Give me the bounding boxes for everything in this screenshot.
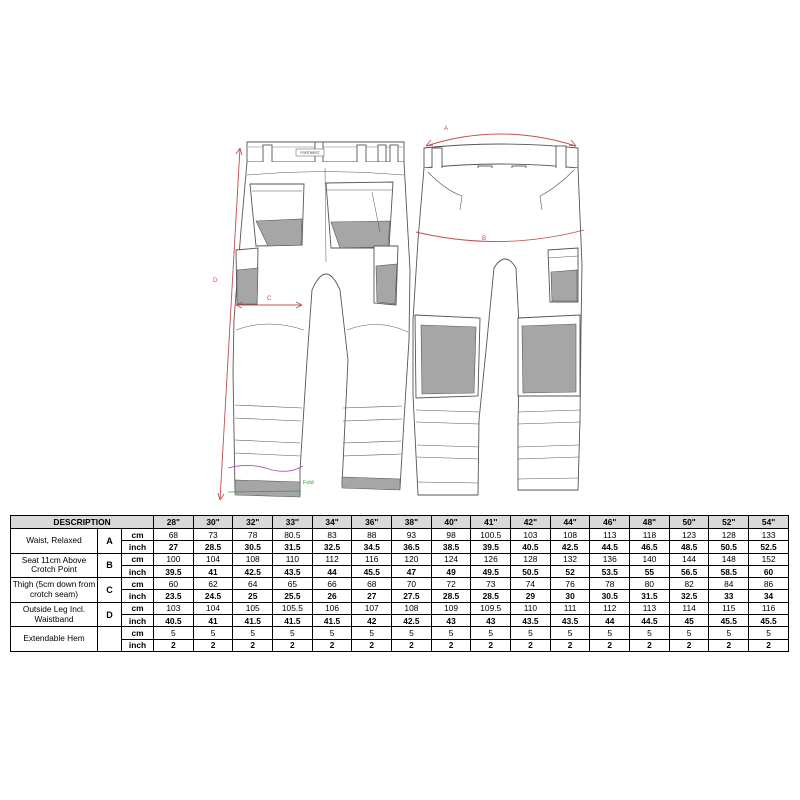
measurement-value: 2 xyxy=(193,639,233,651)
measurement-value: 45.5 xyxy=(749,615,789,627)
measurement-value: 113 xyxy=(630,602,670,614)
measurement-value: 100 xyxy=(154,553,194,565)
measurement-value: 65 xyxy=(273,578,313,590)
measurement-value: 44 xyxy=(312,565,352,577)
measurement-value: 52 xyxy=(550,565,590,577)
measurement-value: 43.5 xyxy=(273,565,313,577)
measurement-value: 2 xyxy=(709,639,749,651)
brand-label-text: PORTWEST xyxy=(300,151,320,155)
measurement-value: 2 xyxy=(312,639,352,651)
measurement-value: 64 xyxy=(233,578,273,590)
measurement-value: 43.5 xyxy=(511,615,551,627)
measurement-value: 5 xyxy=(154,627,194,639)
measurement-value: 80 xyxy=(630,578,670,590)
measurement-value: 108 xyxy=(550,529,590,541)
measurement-value: 34 xyxy=(749,590,789,602)
fold-label: Fold xyxy=(303,480,314,486)
measurement-value: 113 xyxy=(590,529,630,541)
measurement-value: 41 xyxy=(193,615,233,627)
measurement-letter: D xyxy=(98,602,122,627)
size-header-cell: 30" xyxy=(193,516,233,529)
measurement-value: 112 xyxy=(590,602,630,614)
measurement-value: 73 xyxy=(471,578,511,590)
size-header-row xyxy=(11,516,789,529)
unit-label: inch xyxy=(122,590,154,602)
unit-label: inch xyxy=(122,565,154,577)
measurement-letter: A xyxy=(98,529,122,554)
measurement-value: 136 xyxy=(590,553,630,565)
size-header-cell: 44" xyxy=(550,516,590,529)
measurement-value: 45 xyxy=(669,615,709,627)
measurement-value: 140 xyxy=(630,553,670,565)
measurement-row xyxy=(11,627,789,639)
measurement-value: 5 xyxy=(233,627,273,639)
measurement-row xyxy=(11,639,789,651)
measurement-value: 5 xyxy=(273,627,313,639)
measurement-value: 5 xyxy=(392,627,432,639)
unit-label: cm xyxy=(122,602,154,614)
measurement-value: 27.5 xyxy=(392,590,432,602)
measurement-value: 42.5 xyxy=(550,541,590,553)
measurement-value: 100.5 xyxy=(471,529,511,541)
measurement-letter: B xyxy=(98,553,122,578)
unit-label: inch xyxy=(122,541,154,553)
size-header-cell: 33'' xyxy=(273,516,313,529)
measurement-value: 107 xyxy=(352,602,392,614)
unit-label: cm xyxy=(122,578,154,590)
measurement-value: 60 xyxy=(749,565,789,577)
measurement-value: 144 xyxy=(669,553,709,565)
measurement-value: 26 xyxy=(312,590,352,602)
measurement-value: 39.5 xyxy=(471,541,511,553)
unit-label: inch xyxy=(122,639,154,651)
measurement-value: 27 xyxy=(352,590,392,602)
measurement-value: 70 xyxy=(392,578,432,590)
measurement-value: 5 xyxy=(471,627,511,639)
measurement-value: 109.5 xyxy=(471,602,511,614)
measurement-value: 108 xyxy=(392,602,432,614)
unit-label: inch xyxy=(122,615,154,627)
measurement-value: 5 xyxy=(709,627,749,639)
dimension-b-label: B xyxy=(482,236,487,242)
measurement-row xyxy=(11,590,789,602)
size-header-cell: 38" xyxy=(392,516,432,529)
measurement-value: 133 xyxy=(749,529,789,541)
measurement-value: 2 xyxy=(431,639,471,651)
measurement-value: 56.5 xyxy=(669,565,709,577)
measurement-row xyxy=(11,529,789,541)
measurement-value: 2 xyxy=(550,639,590,651)
measurement-value: 116 xyxy=(352,553,392,565)
measurement-value: 41.5 xyxy=(273,615,313,627)
measurement-value: 28.5 xyxy=(193,541,233,553)
measurement-value: 43 xyxy=(471,615,511,627)
measurement-value: 42 xyxy=(352,615,392,627)
measurement-value: 116 xyxy=(749,602,789,614)
measurement-value: 5 xyxy=(352,627,392,639)
size-chart-table xyxy=(10,515,789,652)
measurement-value: 5 xyxy=(630,627,670,639)
measurement-value: 5 xyxy=(669,627,709,639)
dimension-c-label: C xyxy=(267,296,272,302)
measurement-value: 110 xyxy=(273,553,313,565)
measurement-value: 72 xyxy=(431,578,471,590)
measurement-value: 78 xyxy=(233,529,273,541)
measurement-value: 123 xyxy=(669,529,709,541)
measurement-description: Outside Leg Incl. Waistband xyxy=(11,602,98,627)
measurement-value: 106 xyxy=(312,602,352,614)
front-view-trousers xyxy=(413,144,582,495)
size-header-cell: 40" xyxy=(431,516,471,529)
measurement-value: 124 xyxy=(431,553,471,565)
measurement-value: 52.5 xyxy=(749,541,789,553)
measurement-value: 2 xyxy=(749,639,789,651)
measurement-value: 44 xyxy=(590,615,630,627)
measurement-value: 44.5 xyxy=(630,615,670,627)
measurement-value: 5 xyxy=(511,627,551,639)
measurement-value: 47 xyxy=(392,565,432,577)
dimension-a-label: A xyxy=(444,126,449,132)
measurement-value: 2 xyxy=(471,639,511,651)
measurement-value: 66 xyxy=(312,578,352,590)
measurement-value: 78 xyxy=(590,578,630,590)
measurement-value: 39.5 xyxy=(154,565,194,577)
measurement-value: 30 xyxy=(550,590,590,602)
measurement-value: 103 xyxy=(154,602,194,614)
measurement-value: 42.5 xyxy=(392,615,432,627)
measurement-value: 152 xyxy=(749,553,789,565)
measurement-value: 27 xyxy=(154,541,194,553)
size-header-cell: 32" xyxy=(233,516,273,529)
measurement-value: 82 xyxy=(669,578,709,590)
measurement-value: 43 xyxy=(431,615,471,627)
measurement-description: Waist, Relaxed xyxy=(11,529,98,554)
measurement-value: 128 xyxy=(709,529,749,541)
measurement-value: 86 xyxy=(749,578,789,590)
measurement-value: 34.5 xyxy=(352,541,392,553)
measurement-value: 31.5 xyxy=(273,541,313,553)
measurement-value: 5 xyxy=(193,627,233,639)
size-header-cell: 34" xyxy=(312,516,352,529)
measurement-value: 118 xyxy=(630,529,670,541)
measurement-value: 31.5 xyxy=(630,590,670,602)
measurement-value: 49 xyxy=(431,565,471,577)
measurement-value: 111 xyxy=(550,602,590,614)
measurement-value: 45.5 xyxy=(352,565,392,577)
measurement-value: 2 xyxy=(154,639,194,651)
measurement-value: 5 xyxy=(550,627,590,639)
measurement-value: 50.5 xyxy=(511,565,551,577)
measurement-value: 5 xyxy=(431,627,471,639)
measurement-value: 2 xyxy=(630,639,670,651)
measurement-value: 115 xyxy=(709,602,749,614)
measurement-value: 128 xyxy=(511,553,551,565)
measurement-value: 5 xyxy=(590,627,630,639)
measurement-value: 28.5 xyxy=(431,590,471,602)
measurement-value: 126 xyxy=(471,553,511,565)
measurement-value: 114 xyxy=(669,602,709,614)
dimension-d-label: D xyxy=(213,278,218,284)
measurement-value: 48.5 xyxy=(669,541,709,553)
measurement-value: 98 xyxy=(431,529,471,541)
measurement-value: 50.5 xyxy=(709,541,749,553)
measurement-value: 33 xyxy=(709,590,749,602)
measurement-value: 23.5 xyxy=(154,590,194,602)
measurement-value: 45.5 xyxy=(709,615,749,627)
measurement-description: Thigh (5cm down from crotch seam) xyxy=(11,578,98,603)
unit-label: cm xyxy=(122,529,154,541)
measurement-value: 5 xyxy=(312,627,352,639)
measurement-letter: C xyxy=(98,578,122,603)
measurement-value: 24.5 xyxy=(193,590,233,602)
measurement-value: 60 xyxy=(154,578,194,590)
size-header-cell: 41'' xyxy=(471,516,511,529)
measurement-value: 43.5 xyxy=(550,615,590,627)
measurement-value: 68 xyxy=(154,529,194,541)
measurement-value: 40.5 xyxy=(511,541,551,553)
dimension-a-waist xyxy=(426,126,576,146)
measurement-value: 29 xyxy=(511,590,551,602)
measurement-row xyxy=(11,541,789,553)
measurement-value: 148 xyxy=(709,553,749,565)
measurement-value: 40.5 xyxy=(154,615,194,627)
measurement-description: Seat 11cm Above Crotch Point xyxy=(11,553,98,578)
measurement-value: 105 xyxy=(233,602,273,614)
measurement-value: 2 xyxy=(352,639,392,651)
measurement-value: 41 xyxy=(193,565,233,577)
measurement-value: 41.5 xyxy=(312,615,352,627)
measurement-value: 32.5 xyxy=(669,590,709,602)
measurement-value: 84 xyxy=(709,578,749,590)
measurement-value: 49.5 xyxy=(471,565,511,577)
measurement-value: 62 xyxy=(193,578,233,590)
description-header: DESCRIPTION xyxy=(11,516,154,529)
size-header-cell: 28" xyxy=(154,516,194,529)
measurement-value: 2 xyxy=(590,639,630,651)
measurement-value: 110 xyxy=(511,602,551,614)
measurement-value: 74 xyxy=(511,578,551,590)
measurement-row xyxy=(11,553,789,565)
measurement-value: 103 xyxy=(511,529,551,541)
measurement-value: 25.5 xyxy=(273,590,313,602)
measurement-row xyxy=(11,565,789,577)
measurement-value: 36.5 xyxy=(392,541,432,553)
measurement-value: 2 xyxy=(392,639,432,651)
measurement-value: 28.5 xyxy=(471,590,511,602)
measurement-value: 112 xyxy=(312,553,352,565)
measurement-value: 2 xyxy=(273,639,313,651)
measurement-value: 2 xyxy=(233,639,273,651)
measurement-value: 93 xyxy=(392,529,432,541)
size-header-cell: 48" xyxy=(630,516,670,529)
size-header-cell: 50" xyxy=(669,516,709,529)
measurement-value: 53.5 xyxy=(590,565,630,577)
size-header-cell: 36" xyxy=(352,516,392,529)
measurement-value: 104 xyxy=(193,553,233,565)
measurement-value: 83 xyxy=(312,529,352,541)
measurement-value: 46.5 xyxy=(630,541,670,553)
size-header-cell: 46" xyxy=(590,516,630,529)
measurement-value: 76 xyxy=(550,578,590,590)
measurement-value: 105.5 xyxy=(273,602,313,614)
size-header-cell: 52" xyxy=(709,516,749,529)
measurement-value: 2 xyxy=(511,639,551,651)
measurement-row xyxy=(11,602,789,614)
measurement-value: 108 xyxy=(233,553,273,565)
size-header-cell: 42" xyxy=(511,516,551,529)
measurement-value: 73 xyxy=(193,529,233,541)
measurement-value: 88 xyxy=(352,529,392,541)
measurement-letter xyxy=(98,627,122,652)
measurement-value: 55 xyxy=(630,565,670,577)
measurement-value: 109 xyxy=(431,602,471,614)
measurement-value: 30.5 xyxy=(590,590,630,602)
measurement-value: 132 xyxy=(550,553,590,565)
measurement-value: 41.5 xyxy=(233,615,273,627)
measurement-row xyxy=(11,615,789,627)
measurement-value: 30.5 xyxy=(233,541,273,553)
unit-label: cm xyxy=(122,553,154,565)
measurement-value: 104 xyxy=(193,602,233,614)
unit-label: cm xyxy=(122,627,154,639)
size-header-cell: 54" xyxy=(749,516,789,529)
measurement-value: 38.5 xyxy=(431,541,471,553)
measurement-value: 42.5 xyxy=(233,565,273,577)
measurement-value: 44.5 xyxy=(590,541,630,553)
measurement-value: 5 xyxy=(749,627,789,639)
measurement-description: Extendable Hem xyxy=(11,627,98,652)
measurement-value: 32.5 xyxy=(312,541,352,553)
measurement-value: 80.5 xyxy=(273,529,313,541)
back-view-trousers xyxy=(233,142,410,497)
measurement-value: 2 xyxy=(669,639,709,651)
measurement-row xyxy=(11,578,789,590)
measurement-value: 68 xyxy=(352,578,392,590)
measurement-value: 58.5 xyxy=(709,565,749,577)
measurement-value: 120 xyxy=(392,553,432,565)
measurement-value: 25 xyxy=(233,590,273,602)
